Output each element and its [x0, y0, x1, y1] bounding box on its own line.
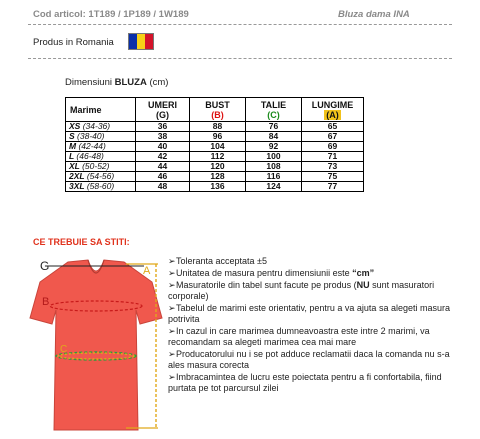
- table-header-row: [66, 98, 364, 122]
- flag-stripe-red: [145, 34, 153, 49]
- table-row: [66, 132, 364, 142]
- cell-length: 77: [302, 182, 364, 192]
- blouse-measurement-diagram: [26, 252, 166, 432]
- cell-size: L (46-48): [66, 152, 136, 162]
- flag-stripe-blue: [129, 34, 137, 49]
- cell-waist: 84: [246, 132, 302, 142]
- list-item: ➢In cazul in care marimea dumneavoastra este intre 2 marimi, va recomandam sa alegeti marimea cea mai mare: [168, 326, 430, 347]
- cell-bust: 120: [190, 162, 246, 172]
- cell-shoulders: 38: [136, 132, 190, 142]
- cell-waist: 92: [246, 142, 302, 152]
- cell-shoulders: 44: [136, 162, 190, 172]
- cell-length: 73: [302, 162, 364, 172]
- cell-bust: 96: [190, 132, 246, 142]
- list-item: ➢Unitatea de masura pentru dimensiunii este “cm”: [168, 268, 375, 278]
- blouse-shape: [30, 260, 162, 430]
- list-item: ➢Imbracamintea de lucru este poiectata pentru a fi confortabila, fiind purtata pe tot parcursul zilei: [168, 372, 442, 393]
- cell-size: M (42-44): [66, 142, 136, 152]
- cell-size: XL (50-52): [66, 162, 136, 172]
- article-code: Cod articol: 1T189 / 1P189 / 1W189: [33, 9, 189, 20]
- product-name: Bluza dama INA: [338, 9, 410, 20]
- header-length: LUNGIME (A): [302, 98, 364, 122]
- notes-list: [168, 256, 468, 395]
- list-item: ➢Toleranta acceptata ±5: [168, 256, 267, 266]
- header-size: Marime: [66, 98, 136, 122]
- cell-length: 65: [302, 122, 364, 132]
- cell-length: 75: [302, 172, 364, 182]
- cell-size: 2XL (54-56): [66, 172, 136, 182]
- cell-shoulders: 36: [136, 122, 190, 132]
- cell-bust: 136: [190, 182, 246, 192]
- cell-waist: 116: [246, 172, 302, 182]
- cell-length: 67: [302, 132, 364, 142]
- cell-bust: 112: [190, 152, 246, 162]
- cell-bust: 104: [190, 142, 246, 152]
- cell-waist: 100: [246, 152, 302, 162]
- cell-shoulders: 48: [136, 182, 190, 192]
- cell-size: XS (34-36): [66, 122, 136, 132]
- table-row: [66, 152, 364, 162]
- romania-flag-icon: [128, 33, 154, 50]
- size-table: [65, 97, 364, 192]
- header-bust: BUST (B): [190, 98, 246, 122]
- cell-bust: 88: [190, 122, 246, 132]
- cell-length: 71: [302, 152, 364, 162]
- list-item: ➢Masuratorile din tabel sunt facute pe produs (NU sunt masuratori corporale): [168, 280, 435, 301]
- label-g: G: [40, 259, 50, 273]
- table-title: Dimensiuni BLUZA (cm): [65, 77, 169, 88]
- list-item: ➢Producatorului nu i se pot adduce reclamatii daca la comanda nu s-a ales masura corecta: [168, 349, 450, 370]
- origin-label: Produs in Romania: [33, 37, 114, 48]
- cell-length: 69: [302, 142, 364, 152]
- cell-shoulders: 40: [136, 142, 190, 152]
- list-item: ➢Tabelul de marimi este orientativ, pentru a va ajuta sa alegeti masura potrivita: [168, 303, 450, 324]
- table-row: [66, 142, 364, 152]
- cell-shoulders: 42: [136, 152, 190, 162]
- cell-bust: 128: [190, 172, 246, 182]
- label-c: C: [60, 344, 68, 355]
- table-row: [66, 162, 364, 172]
- cell-waist: 108: [246, 162, 302, 172]
- label-b: B: [42, 296, 50, 308]
- label-a: A: [143, 265, 151, 277]
- table-row: [66, 172, 364, 182]
- origin-divider: [28, 58, 452, 59]
- header-shoulders: UMERI (G): [136, 98, 190, 122]
- flag-stripe-yellow: [137, 34, 145, 49]
- header-divider: [28, 24, 452, 25]
- cell-size: 3XL (58-60): [66, 182, 136, 192]
- cell-size: S (38-40): [66, 132, 136, 142]
- cell-shoulders: 46: [136, 172, 190, 182]
- table-row: [66, 182, 364, 192]
- notes-heading: CE TREBUIE SA STITI:: [33, 237, 130, 247]
- table-row: [66, 122, 364, 132]
- cell-waist: 124: [246, 182, 302, 192]
- header-waist: TALIE (C): [246, 98, 302, 122]
- cell-waist: 76: [246, 122, 302, 132]
